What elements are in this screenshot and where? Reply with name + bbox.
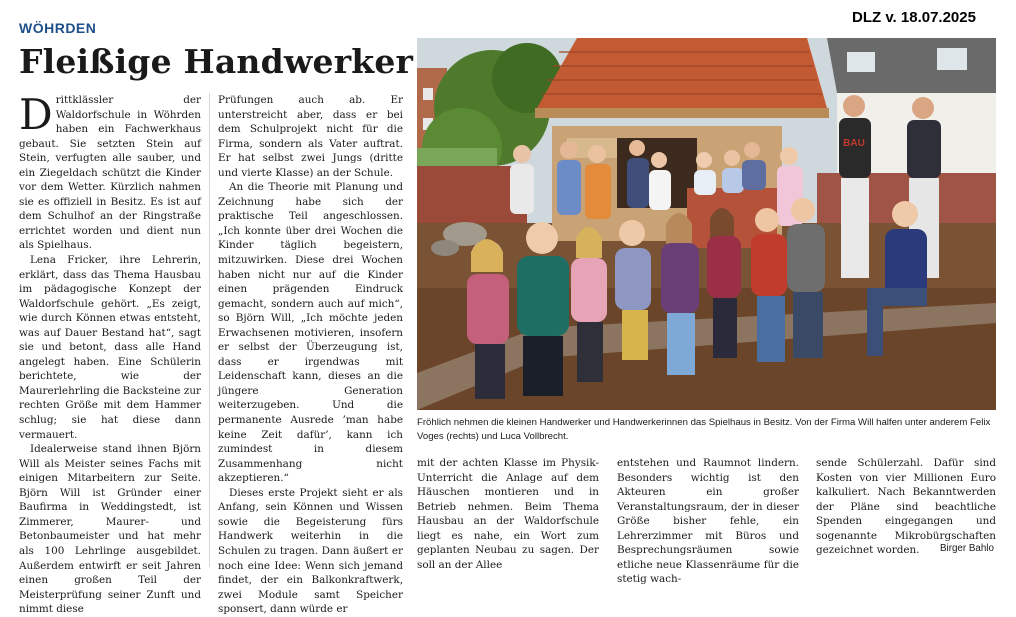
paragraph: An die Theorie mit Planung und Zeichnung habe sich der praktische Teil angeschlossen. „Ich konnte über drei Wochen die Kinder täglich begeistern, mitzuwirken. Diese drei Wochen haben nicht nur auf die Kinder einen prägenden Eindruck gemacht, sondern auch auf mich“, so Björn Will, „Ich möchte jeden Erwachsenen motivieren, insofern er selbst der Überzeugung ist, dass er irgendwas mit Leidenschaft kann, dieses an die jüngere Generation weiterzugeben. Und die permanente Ausrede ’man habe keine Zeit dafür’, kann ich zumindest in diesem Zusammenhang nicht akzeptieren.“ bbox=[218, 181, 403, 485]
paragraph: Idealerweise stand ihnen Björn Will als Meister seines Fachs mit einigen Mitarbeitern zur Seite. Björn Will ist Gründer einer Baufirma in Weddingstedt, ist Zimmerer, Maurer- und Betonbaumeister und hat mehr als 100 Lehrlinge ausgebildet. Außerdem entwirft er seit Jahren einen großen Teil der Meisterprüfung seiner Zunft und nimmt diese bbox=[19, 443, 201, 616]
paragraph: mit der achten Klasse im Physik-Unterricht die Anlage auf dem Häuschen montieren und in Betrieb nehmen. Beim Thema Hausbau an der Waldorfschule liegt es nahe, ein Wort zum geplanten Neubau zu sagen. Der soll an der Allee bbox=[417, 457, 599, 571]
photo-caption: Fröhlich nehmen die kleinen Handwerker und Handwerkerinnen das Spielhaus in Besitz. Von der Firma Will halfen unter anderem Felix Voges (rechts) und Luca Vollbrecht. bbox=[417, 417, 991, 442]
column-divider bbox=[209, 93, 210, 567]
paragraph: Dieses erste Projekt sieht er als Anfang, sein Können und Wissen sowie die Begeisterung fürs Handwerk weiterhin in die Schulen zu tragen. Dann äußert er noch eine Idee: Wenn sich jemand findet, der ein Balkonkraftwerk, zwei Module samt Speicher sponsert, dann würde er bbox=[218, 486, 403, 616]
article-column-3 bbox=[417, 456, 599, 572]
paragraph: Lena Fricker, ihre Lehrerin, erklärt, dass das Thema Hausbau im pädagogische Konzept der Waldorfschule gehört. „Es zeigt, wie durch Können etwas entsteht, was auf Dauer Bestand hat“, sagt sie und betont, dass alle Hand angelegt haben. Eine Schülerin berichtete, wie der Maurerlehrling die Backsteine zur rechten Größe mit dem Hammer schlug; sie hat diese dann vermauert. bbox=[19, 254, 201, 441]
paragraph: Prüfungen auch ab. Er unterstreicht aber, dass er bei dem Schulprojekt nicht für die Firma, sondern als Vater auftrat. Er hat selbst zwei Jungs (dritte und vierte Klasse) an der Schule. bbox=[218, 94, 403, 179]
source-date: DLZ v. 18.07.2025 bbox=[852, 9, 976, 26]
article-column-2 bbox=[218, 93, 403, 617]
paragraph: entstehen und Raumnot lindern. Besonders wichtig ist den Akteuren ein großer Veranstaltungsraum, der in dieser Größe bisher fehle, ein Lehrerzimmer mit Büros und Besprechungsräumen sowie etliche neue Klassenräume für die stetig wach- bbox=[617, 457, 799, 586]
headline: Fleißige Handwerker bbox=[19, 42, 414, 81]
author-byline: Birger Bahlo bbox=[940, 543, 994, 554]
dropcap: D bbox=[19, 90, 53, 139]
article-column-4 bbox=[617, 456, 799, 587]
article-photo bbox=[417, 38, 996, 410]
section-kicker: WÖHRDEN bbox=[19, 20, 97, 36]
shirt-logo-text: BAU bbox=[843, 138, 865, 149]
lead-text: rittklässler der Waldorfschule in Wöhrden haben ein Fachwerkhaus gebaut. Sie setzten Stein auf Stein, verfugten alle sauber, und ein Ziegeldach schützt die Kinder vor dem Wetter. Kürzlich nahmen sie es offiziell in Besitz. Es ist auf dem Schulhof an der Ringstraße errichtet worden und dient nun als Spielhaus. bbox=[19, 94, 201, 252]
paragraph-lead bbox=[19, 90, 201, 253]
article-column-1 bbox=[19, 90, 201, 617]
paragraph: sende Schülerzahl. Dafür sind Kosten von vier Millionen Euro kalkuliert. Nach Bekanntwerden der Pläne sind beachtliche Spenden eingegangen und sogenannte Mikrobürgschaften gezeichnet worden. bbox=[816, 457, 996, 557]
